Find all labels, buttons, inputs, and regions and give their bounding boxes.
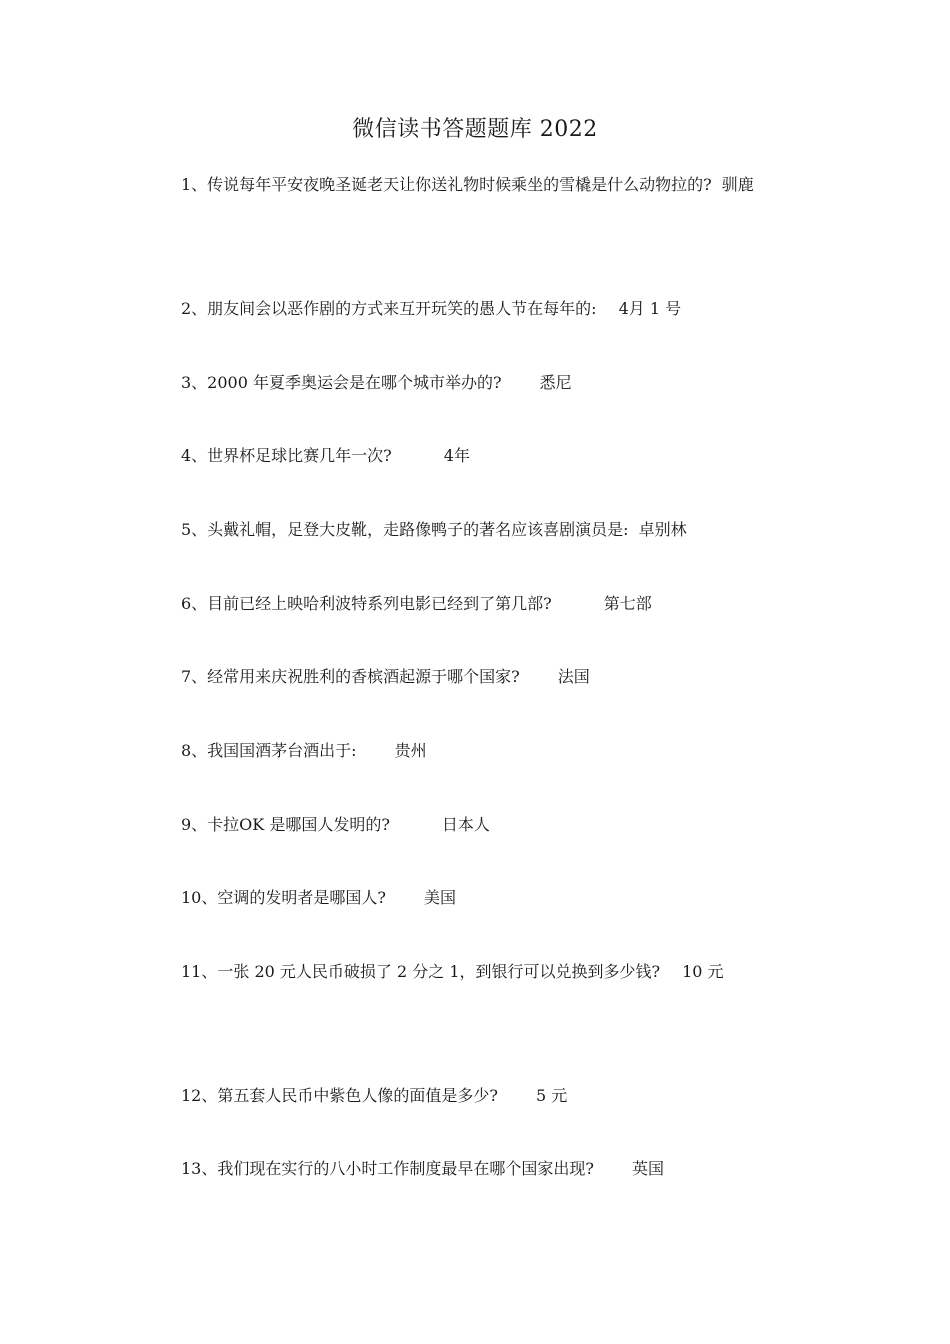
qa-item-7: [145, 649, 795, 705]
answer-text: 10 元: [682, 962, 724, 981]
qa-item-2: [145, 281, 795, 337]
answer-text: 4月 1 号: [618, 299, 682, 318]
question-text: 4、世界杯足球比赛几年一次?: [181, 446, 392, 465]
qa-item-1: [145, 157, 795, 213]
qa-item-6: [145, 576, 795, 632]
qa-item-5: [145, 502, 795, 558]
qa-item-9: [145, 797, 795, 853]
answer-text: 卓别林: [638, 520, 687, 539]
answer-text: 悉尼: [539, 373, 572, 392]
answer-text: 5 元: [535, 1086, 568, 1105]
question-text: 5、头戴礼帽，足登大皮靴，走路像鸭子的著名应该喜剧演员是:: [181, 520, 629, 539]
question-text: 12、第五套人民币中紫色人像的面值是多少?: [181, 1086, 498, 1105]
question-text: 3、2000 年夏季奥运会是在哪个城市举办的?: [181, 373, 502, 392]
qa-item-3: [145, 355, 795, 411]
qa-item-4: [145, 428, 795, 484]
answer-text: 日本人: [441, 815, 490, 834]
question-text: 9、卡拉OK 是哪国人发明的?: [181, 815, 390, 834]
answer-text: 第七部: [603, 594, 652, 613]
question-text: 7、经常用来庆祝胜利的香槟酒起源于哪个国家?: [181, 667, 520, 686]
qa-item-11: [145, 944, 795, 1000]
question-text: 2、朋友间会以恶作剧的方式来互开玩笑的愚人节在每年的:: [181, 299, 597, 318]
qa-item-10: [145, 870, 795, 926]
question-text: 6、目前已经上映哈利波特系列电影已经到了第几部?: [181, 594, 552, 613]
question-text: 13、我们现在实行的八小时工作制度最早在哪个国家出现?: [181, 1159, 594, 1178]
question-text: 8、我国国酒茅台酒出于:: [181, 741, 357, 760]
qa-item-13: [145, 1141, 795, 1197]
answer-text: 法国: [557, 667, 590, 686]
question-text: 11、一张 20 元人民币破损了 2 分之 1，到银行可以兑换到多少钱?: [181, 962, 661, 981]
question-text: 10、空调的发明者是哪国人?: [181, 888, 386, 907]
question-text: 1、传说每年平安夜晚圣诞老天让你送礼物时候乘坐的雪橇是什么动物拉的?: [181, 175, 712, 194]
answer-text: 英国: [631, 1159, 664, 1178]
answer-text: 4年: [443, 446, 470, 465]
answer-text: 美国: [423, 888, 456, 907]
document-title: 微信读书答题题库 2022: [352, 117, 598, 142]
answer-text: 贵州: [394, 741, 427, 760]
answer-text: 驯鹿: [721, 175, 754, 194]
qa-item-8: [145, 723, 795, 779]
qa-item-12: [145, 1068, 795, 1124]
